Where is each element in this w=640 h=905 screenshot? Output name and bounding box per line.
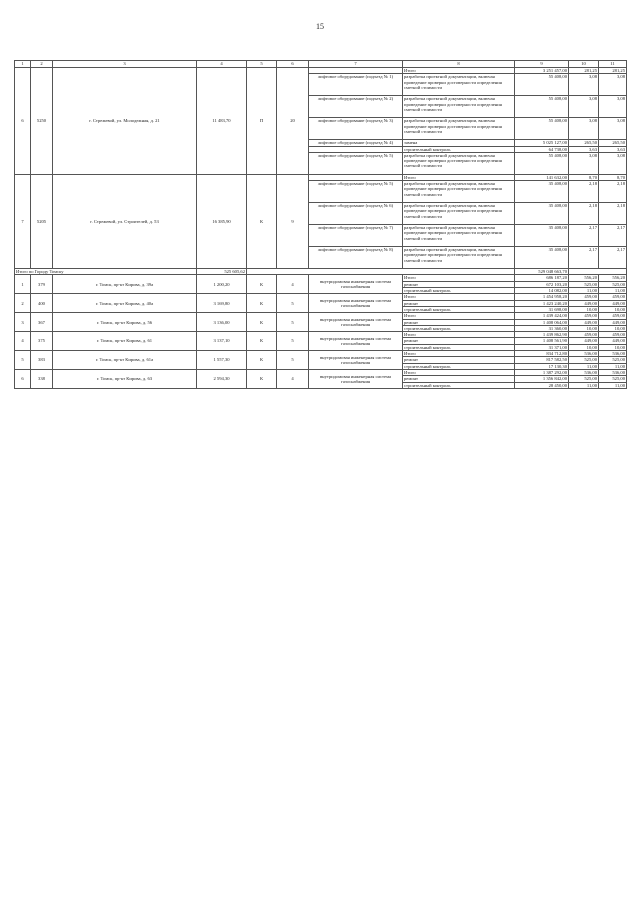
house-floors: 20 <box>277 68 309 175</box>
house-address: г. Стрежевой, ул. Строителей, д. 53 <box>53 174 197 268</box>
unit-cost: 10,00 <box>569 344 599 350</box>
work-type: ремонт <box>403 357 515 363</box>
work-type: Итого <box>403 313 515 319</box>
unit-cost: 2,17 <box>569 247 599 269</box>
row-number: 6 <box>15 68 31 175</box>
unit-cost: 265,50 <box>569 140 599 146</box>
unit-cost: 3,08 <box>569 74 599 96</box>
house-type: К <box>247 313 277 332</box>
cost: 1 454 958,20 <box>515 294 569 300</box>
system-name: лифтовое оборудование (подъезд № 7) <box>309 225 403 247</box>
cost: 14 082,00 <box>515 288 569 294</box>
unit-cost: 10,00 <box>569 306 599 312</box>
work-type: разработка проектной документации, включая проведение проверки достоверности определения сметной стоимости <box>403 203 515 225</box>
house-area: 3 136,00 <box>197 313 247 332</box>
column-number-row <box>15 61 627 68</box>
unit-cost: 459,00 <box>569 294 599 300</box>
system-name: лифтовое оборудование (подъезд № 2) <box>309 96 403 118</box>
unit-cost: 525,00 <box>569 281 599 287</box>
unit-cost: 11,00 <box>569 288 599 294</box>
cost: 3 251 457,00 <box>515 68 569 74</box>
max-unit-cost: 536,00 <box>599 369 627 375</box>
system-name: внутридомовая инженерная система газоснабжения <box>309 294 403 313</box>
unit-cost: 449,00 <box>569 338 599 344</box>
max-unit-cost: 8,70 <box>599 174 627 180</box>
cost: 55 408,00 <box>515 96 569 118</box>
unit-cost: 281,25 <box>569 68 599 74</box>
unit-cost: 556,20 <box>569 275 599 281</box>
cost: 31 360,00 <box>515 325 569 331</box>
system-name: внутридомовая инженерная система газоснабжения <box>309 332 403 351</box>
system-name: лифтовое оборудование (подъезд № 8) <box>309 247 403 269</box>
house-floors: 5 <box>277 313 309 332</box>
house-type: П <box>247 68 277 175</box>
unit-cost: 11,00 <box>569 382 599 388</box>
house-address: г. Томск, пр-кт Кирова, д. 61 <box>53 332 197 351</box>
work-type: ремонт <box>403 338 515 344</box>
subtotal-area: 525 605,62 <box>197 269 247 275</box>
system-name: внутридомовая инженерная система газоснабжения <box>309 275 403 294</box>
work-type: ремонт <box>403 319 515 325</box>
system-name: лифтовое оборудование (подъезд № 4) <box>309 140 403 146</box>
unit-cost: 536,00 <box>569 369 599 375</box>
unit-cost: 10,00 <box>569 325 599 331</box>
subtotal-sum: 529 048 663,70 <box>515 269 569 275</box>
col-header: 6 <box>277 61 309 68</box>
unit-cost: 2,17 <box>569 225 599 247</box>
work-type: строительный контроль <box>403 344 515 350</box>
max-unit-cost: 459,00 <box>599 332 627 338</box>
house-type: К <box>247 174 277 268</box>
col-header: 3 <box>53 61 197 68</box>
cost: 834 712,80 <box>515 351 569 357</box>
house-floors: 4 <box>277 369 309 388</box>
cost: 1 408 064,00 <box>515 319 569 325</box>
max-unit-cost: 449,00 <box>599 338 627 344</box>
max-unit-cost: 459,00 <box>599 294 627 300</box>
work-type: строительный контроль <box>403 325 515 331</box>
row-number: 2 <box>15 294 31 313</box>
work-type: строительный контроль <box>403 363 515 369</box>
cost: 17 130,30 <box>515 363 569 369</box>
work-type: разработка проектной документации, включая проведение проверки достоверности определения сметной стоимости <box>403 96 515 118</box>
work-type: ремонт <box>403 300 515 306</box>
cost: 28 450,00 <box>515 382 569 388</box>
house-code: 5205 <box>31 174 53 268</box>
work-type: Итого <box>403 351 515 357</box>
max-unit-cost: 525,00 <box>599 357 627 363</box>
work-type: ремонт <box>403 376 515 382</box>
cost: 55 408,00 <box>515 152 569 174</box>
house-code: 367 <box>31 313 53 332</box>
cost: 672 103,20 <box>515 281 569 287</box>
cost: 1 423 240,20 <box>515 300 569 306</box>
house-area: 3 169,80 <box>197 294 247 313</box>
cost: 141 632,00 <box>515 174 569 180</box>
cost: 64 738,00 <box>515 146 569 152</box>
max-unit-cost: 3,08 <box>599 74 627 96</box>
col-header: 8 <box>403 61 515 68</box>
house-code: 400 <box>31 294 53 313</box>
house-floors: 4 <box>277 275 309 294</box>
unit-cost: 3,08 <box>569 118 599 140</box>
system-name: лифтовое оборудование (подъезд № 3) <box>309 118 403 140</box>
work-type: Итого <box>403 68 515 74</box>
col-header: 2 <box>31 61 53 68</box>
system-name: внутридомовая инженерная система газоснабжения <box>309 313 403 332</box>
cost: 1 387 292,00 <box>515 369 569 375</box>
house-code: 375 <box>31 332 53 351</box>
system-name: лифтовое оборудование (подъезд № 1) <box>309 74 403 96</box>
cost: 1 439 862,90 <box>515 332 569 338</box>
col-header: 7 <box>309 61 403 68</box>
cost: 5 025 127,00 <box>515 140 569 146</box>
max-unit-cost: 10,00 <box>599 344 627 350</box>
house-code: 5250 <box>31 68 53 175</box>
col-header: 11 <box>599 61 627 68</box>
cost: 35 408,00 <box>515 181 569 203</box>
unit-cost: 8,70 <box>569 174 599 180</box>
cost: 31 698,00 <box>515 306 569 312</box>
unit-cost: 3,08 <box>569 96 599 118</box>
max-unit-cost: 525,00 <box>599 281 627 287</box>
unit-cost: 3,08 <box>569 152 599 174</box>
max-unit-cost: 11,00 <box>599 363 627 369</box>
max-unit-cost: 3,08 <box>599 152 627 174</box>
work-type: разработка проектной документации, включая проведение проверки достоверности определения сметной стоимости <box>403 152 515 174</box>
work-type: разработка проектной документации, включая проведение проверки достоверности определения сметной стоимости <box>403 74 515 96</box>
unit-cost: 449,00 <box>569 319 599 325</box>
house-address: г. Томск, пр-кт Кирова, д. 56 <box>53 313 197 332</box>
system-name: лифтовое оборудование (подъезд № 5) <box>309 152 403 174</box>
max-unit-cost: 3,08 <box>599 96 627 118</box>
max-unit-cost: 459,00 <box>599 313 627 319</box>
house-type: К <box>247 275 277 294</box>
max-unit-cost: 556,20 <box>599 275 627 281</box>
house-code: 379 <box>31 275 53 294</box>
row-number: 1 <box>15 275 31 294</box>
cost: 35 408,00 <box>515 225 569 247</box>
unit-cost: 11,00 <box>569 363 599 369</box>
system-name: внутридомовая инженерная система газоснабжения <box>309 369 403 388</box>
max-unit-cost: 281,25 <box>599 68 627 74</box>
cost: 31 371,00 <box>515 344 569 350</box>
max-unit-cost: 10,00 <box>599 325 627 331</box>
house-floors: 5 <box>277 351 309 370</box>
work-type: строительный контроль <box>403 146 515 152</box>
cost: 35 408,00 <box>515 247 569 269</box>
max-unit-cost: 449,00 <box>599 319 627 325</box>
house-floors: 5 <box>277 294 309 313</box>
house-floors: 5 <box>277 332 309 351</box>
max-unit-cost: 3,08 <box>599 118 627 140</box>
max-unit-cost: 536,00 <box>599 351 627 357</box>
col-header: 10 <box>569 61 599 68</box>
max-unit-cost: 3,63 <box>599 146 627 152</box>
work-type: Итого <box>403 294 515 300</box>
system-name: внутридомовая инженерная система газоснабжения <box>309 351 403 370</box>
cost: 686 187,20 <box>515 275 569 281</box>
house-area: 2 594,30 <box>197 369 247 388</box>
max-unit-cost: 2,18 <box>599 181 627 203</box>
col-header: 9 <box>515 61 569 68</box>
max-unit-cost: 2,17 <box>599 225 627 247</box>
max-unit-cost: 10,00 <box>599 306 627 312</box>
col-header: 5 <box>247 61 277 68</box>
unit-cost: 525,00 <box>569 376 599 382</box>
house-address: г. Томск, пр-кт Кирова, д. 40а <box>53 294 197 313</box>
col-header: 4 <box>197 61 247 68</box>
house-type: К <box>247 351 277 370</box>
max-unit-cost: 525,00 <box>599 376 627 382</box>
unit-cost: 459,00 <box>569 313 599 319</box>
work-type: замена <box>403 140 515 146</box>
work-type: Итого <box>403 369 515 375</box>
work-type: строительный контроль <box>403 306 515 312</box>
cost: 1 356 842,00 <box>515 376 569 382</box>
unit-cost: 525,00 <box>569 357 599 363</box>
house-area: 1 557,30 <box>197 351 247 370</box>
unit-cost: 3,63 <box>569 146 599 152</box>
house-area: 3 137,10 <box>197 332 247 351</box>
row-number: 7 <box>15 174 31 268</box>
work-type: разработка проектной документации, включая проведение проверки достоверности определения сметной стоимости <box>403 118 515 140</box>
house-type: К <box>247 332 277 351</box>
cost: 35 408,00 <box>515 203 569 225</box>
work-type: Итого <box>403 332 515 338</box>
work-type: Итого <box>403 174 515 180</box>
cost: 55 408,00 <box>515 118 569 140</box>
unit-cost: 2,18 <box>569 203 599 225</box>
work-type: строительный контроль <box>403 288 515 294</box>
house-code: 338 <box>31 369 53 388</box>
max-unit-cost: 11,00 <box>599 382 627 388</box>
house-area: 16 385,90 <box>197 174 247 268</box>
work-type: Итого <box>403 275 515 281</box>
work-type: ремонт <box>403 281 515 287</box>
work-type: разработка проектной документации, включая проведение проверки достоверности определения сметной стоимости <box>403 181 515 203</box>
max-unit-cost: 11,00 <box>599 288 627 294</box>
capital-repair-table <box>14 60 627 389</box>
house-address: г. Томск, пр-кт Кирова, д. 61а <box>53 351 197 370</box>
row-number: 6 <box>15 369 31 388</box>
max-unit-cost: 2,17 <box>599 247 627 269</box>
max-unit-cost: 2,18 <box>599 203 627 225</box>
cost: 1 408 561,90 <box>515 338 569 344</box>
unit-cost: 459,00 <box>569 332 599 338</box>
work-type: разработка проектной документации, включая проведение проверки достоверности определения сметной стоимости <box>403 247 515 269</box>
house-address: г. Томск, пр-кт Кирова, д. 39а <box>53 275 197 294</box>
cost: 55 408,00 <box>515 74 569 96</box>
house-address: г. Стрежевой, ул. Молодежная, д. 21 <box>53 68 197 175</box>
system-name: лифтовое оборудование (подъезд № 6) <box>309 203 403 225</box>
row-number: 5 <box>15 351 31 370</box>
max-unit-cost: 265,50 <box>599 140 627 146</box>
house-address: г. Томск, пр-кт Кирова, д. 63 <box>53 369 197 388</box>
house-floors: 9 <box>277 174 309 268</box>
house-area: 1 200,20 <box>197 275 247 294</box>
max-unit-cost: 449,00 <box>599 300 627 306</box>
cost: 1 439 424,00 <box>515 313 569 319</box>
house-area: 11 483,70 <box>197 68 247 175</box>
unit-cost: 2,18 <box>569 181 599 203</box>
system-name: лифтовое оборудование (подъезд № 5) <box>309 181 403 203</box>
page-number: 15 <box>316 22 324 31</box>
unit-cost: 449,00 <box>569 300 599 306</box>
cost: 817 582,50 <box>515 357 569 363</box>
work-type: разработка проектной документации, включая проведение проверки достоверности определения сметной стоимости <box>403 225 515 247</box>
house-type: К <box>247 369 277 388</box>
row-number: 4 <box>15 332 31 351</box>
row-number: 3 <box>15 313 31 332</box>
house-code: 383 <box>31 351 53 370</box>
work-type: строительный контроль <box>403 382 515 388</box>
subtotal-label: Итого по Городу Томску <box>15 269 197 275</box>
unit-cost: 536,00 <box>569 351 599 357</box>
col-header: 1 <box>15 61 31 68</box>
house-type: К <box>247 294 277 313</box>
